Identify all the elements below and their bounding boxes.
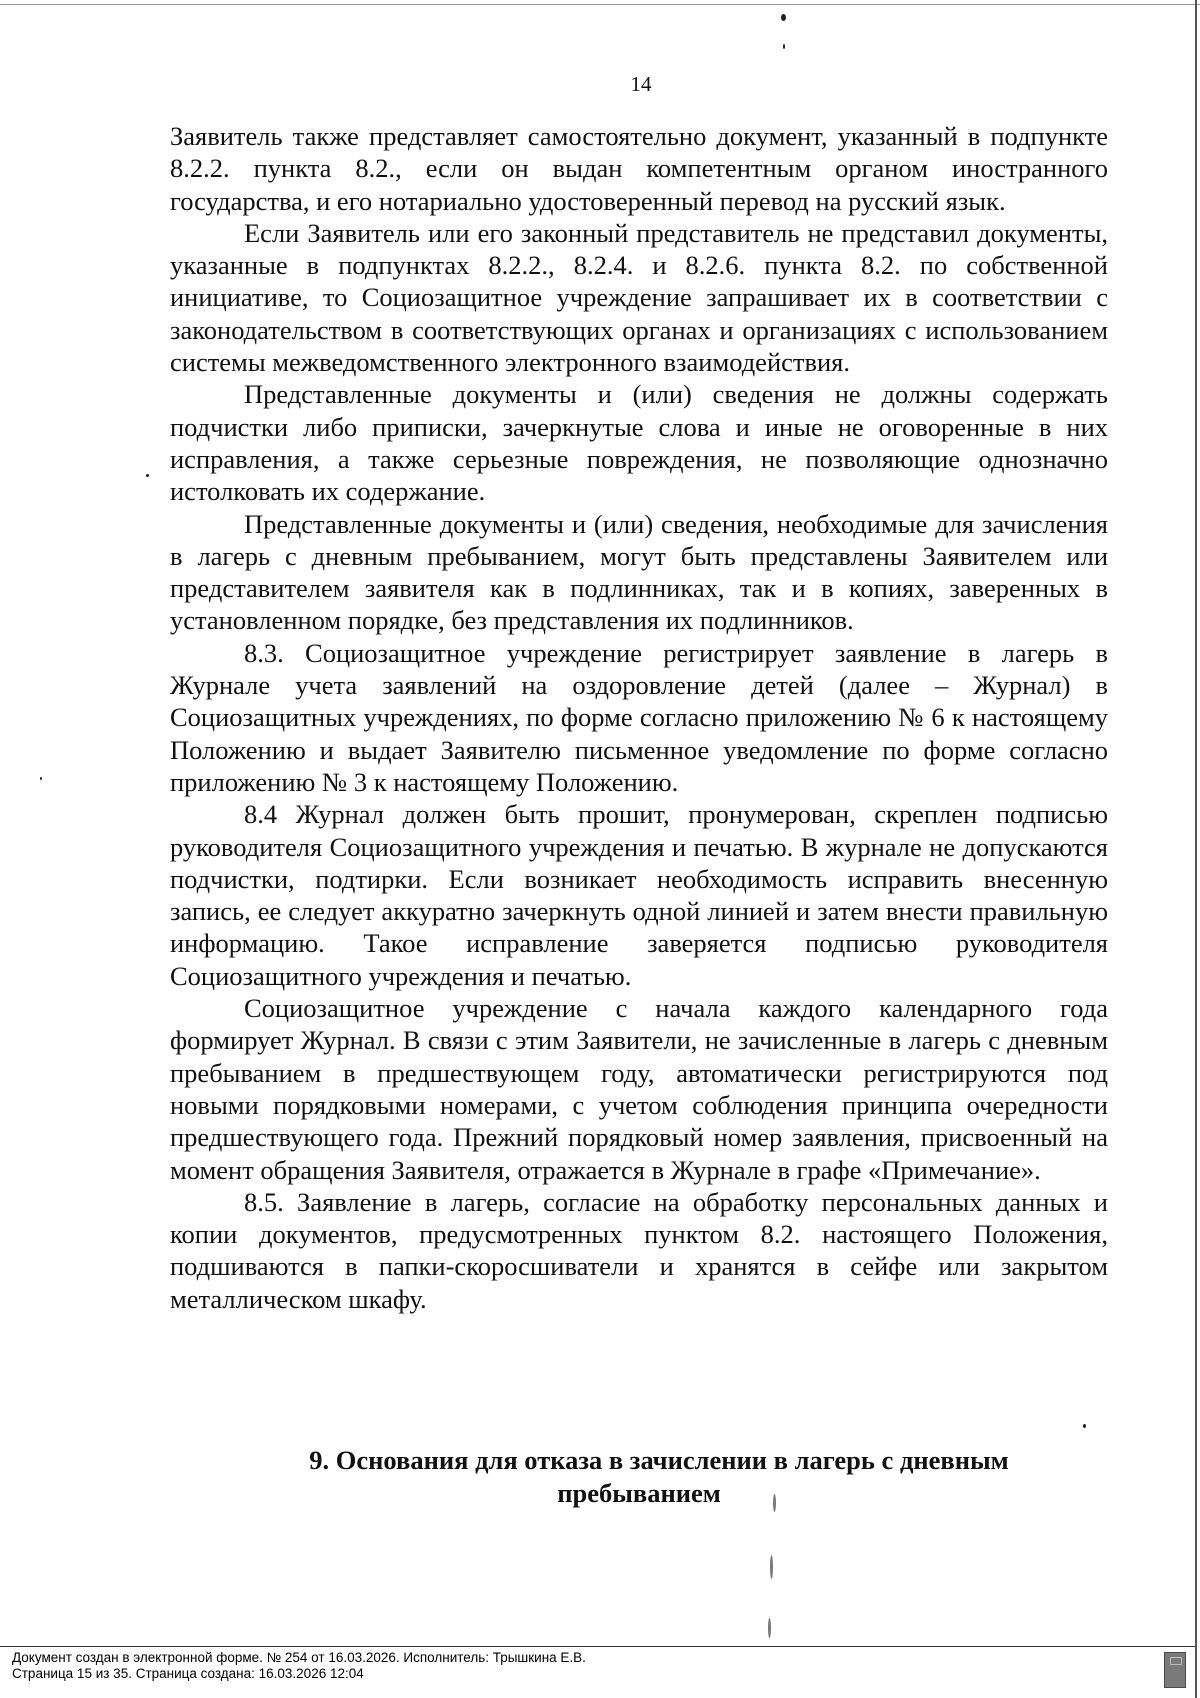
footer-line-1: Документ создан в электронной форме. № 254 от 16.03.2026. Исполнитель: Трышкина Е.В.: [12, 1650, 586, 1665]
scan-edge-top: [0, 4, 1200, 5]
paragraph-3: Представленные документы и (или) сведения не должны содержать подчистки либо приписки, зачеркнутые слова и иные не оговоренные в них исправления, а также серьезные повреждения, не позволяющие однозначно истолковать их содержание.: [170, 379, 1108, 507]
document-body: [170, 120, 1108, 1315]
scan-speck: [768, 1618, 771, 1638]
paragraph-8-4: 8.4 Журнал должен быть прошит, пронумерован, скреплен подписью руководителя Социозащитного учреждения и печатью. В журнале не допускаются подчистки, подтирки. Если возникает необходимость исправить внесенную запись, ее следует аккуратно зачеркнуть одной линией и затем внести правильную информацию. Такое исправление заверяется подписью руководителя Социозащитного учреждения и печатью.: [170, 799, 1108, 991]
paragraph-2: Если Заявитель или его законный представитель не представил документы, указанные в подпунктах 8.2.2., 8.2.4. и 8.2.6. пункта 8.2. по собственной инициативе, то Социозащитное учреждение запрашивает их в соответствии с законодательством в соответствующих органах и организациях с использованием системы межведомственного электронного взаимодействия.: [170, 217, 1108, 378]
document-icon: [1164, 1652, 1186, 1688]
scan-speck: [770, 1555, 773, 1579]
scan-speck: [773, 1494, 776, 1512]
page-number: 14: [630, 72, 652, 96]
section-heading-line-2: пребыванием: [557, 1478, 721, 1508]
footer-line-2: Страница 15 из 35. Страница создана: 16.03.2026 12:04: [12, 1666, 364, 1681]
section-heading: [170, 1444, 1108, 1510]
paragraph-1: Заявитель также представляет самостоятельно документ, указанный в подпункте 8.2.2. пункта 8.2., если он выдан компетентным органом иностранного государства, и его нотариально удостоверенный перевод на русский язык.: [170, 121, 1108, 216]
footer-rule: [0, 1646, 1195, 1647]
paragraph-journal: Социозащитное учреждение с начала каждого календарного года формирует Журнал. В связи с этим Заявители, не зачисленные в лагерь с дневным пребыванием в предшествующем году, автоматически регистрируются под новыми порядковыми номерами, с учетом соблюдения принципа очередности предшествующего года. Прежний порядковый номер заявления, присвоенный на момент обращения Заявителя, отражается в Журнале в графе «Примечание».: [170, 993, 1108, 1185]
scan-speck: [1083, 1424, 1086, 1428]
footer: [12, 1650, 586, 1682]
scan-speck: [781, 14, 786, 21]
scan-speck: [146, 474, 149, 477]
paragraph-8-3: 8.3. Социозащитное учреждение регистрирует заявление в лагерь в Журнале учета заявлений на оздоровление детей (далее – Журнал) в Социозащитных учреждениях, по форме согласно приложению № 6 к настоящему Положению и выдает Заявителю письменное уведомление по форме согласно приложению № 3 к настоящему Положению.: [170, 637, 1108, 797]
scan-speck: [783, 44, 785, 49]
section-heading-line-1: 9. Основания для отказа в зачислении в лагерь с дневным: [309, 1445, 1009, 1475]
paragraph-8-5: 8.5. Заявление в лагерь, согласие на обработку персональных данных и копии документов, предусмотренных пунктом 8.2. настоящего Положения, подшиваются в папки-скоросшиватели и хранятся в сейфе или закрытом металлическом шкафу.: [170, 1186, 1108, 1314]
scan-edge-right: [1195, 0, 1197, 1698]
scan-speck: [40, 777, 42, 780]
paragraph-4: Представленные документы и (или) сведения, необходимые для зачисления в лагерь с дневным пребыванием, могут быть представлены Заявителем или представителем заявителя как в подлинниках, так и в копиях, заверенных в установленном порядке, без представления их подлинников.: [170, 508, 1108, 636]
